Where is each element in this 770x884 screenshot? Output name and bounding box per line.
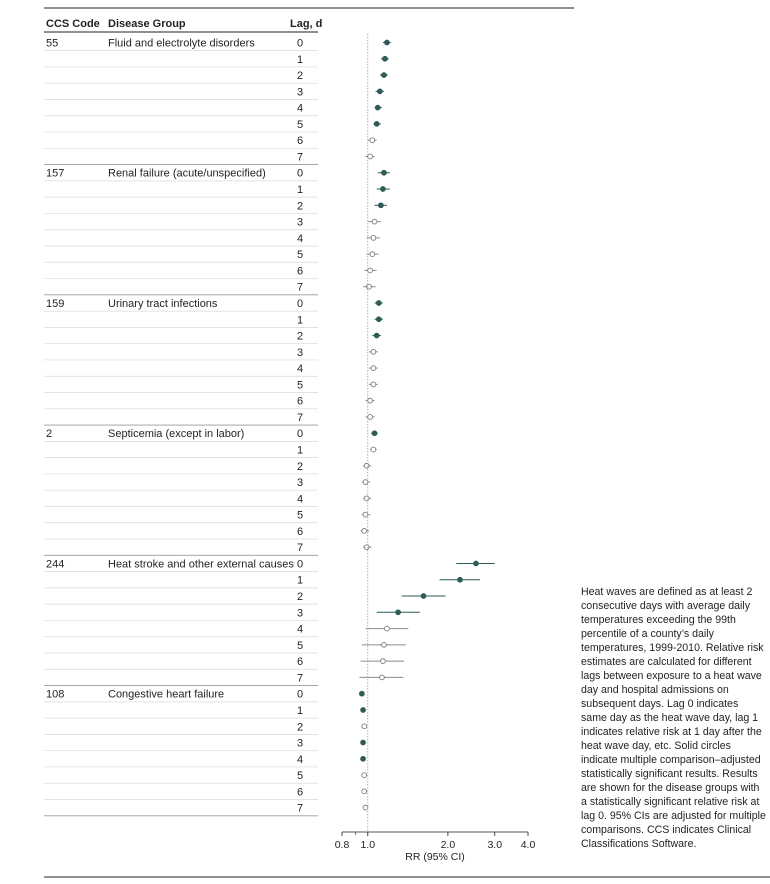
point-estimate-nonsignificant (380, 675, 385, 680)
point-estimate-nonsignificant (362, 789, 367, 794)
point-estimate-significant (361, 740, 366, 745)
ccs-code: 2 (46, 428, 53, 441)
lag-label: 2 (296, 721, 304, 734)
point-estimate-significant (385, 40, 390, 45)
lag-label: 1 (296, 53, 304, 66)
x-axis-label: RR (95% CI) (405, 851, 465, 863)
lag-label: 5 (296, 509, 304, 522)
point-estimate-nonsignificant (364, 545, 369, 550)
point-estimate-nonsignificant (371, 366, 376, 371)
point-estimate-nonsignificant (368, 268, 373, 273)
lag-label: 4 (296, 232, 304, 245)
point-estimate-nonsignificant (368, 154, 373, 159)
point-estimate-nonsignificant (364, 496, 369, 501)
point-estimate-nonsignificant (368, 415, 373, 420)
point-estimate-significant (361, 756, 366, 761)
lag-label: 3 (296, 737, 304, 750)
point-estimate-significant (377, 89, 382, 94)
lag-label: 2 (296, 70, 304, 83)
lag-label: 4 (296, 493, 304, 506)
lag-label: 0 (296, 167, 304, 180)
lag-label: 2 (296, 200, 304, 213)
point-estimate-significant (372, 431, 377, 436)
point-estimate-significant (421, 594, 426, 599)
point-estimate-significant (376, 317, 381, 322)
lag-label: 3 (296, 477, 304, 490)
point-estimate-significant (382, 73, 387, 78)
lag-label: 1 (296, 704, 304, 717)
x-axis (335, 832, 536, 851)
lag-label: 1 (296, 444, 304, 457)
point-estimate-nonsignificant (371, 447, 376, 452)
disease-group-label: Heat stroke and other external causes (108, 558, 294, 571)
x-tick-label: 3.0 (487, 839, 503, 851)
lag-label: 2 (296, 460, 304, 473)
lag-label: 6 (296, 786, 304, 799)
lag-label: 0 (296, 558, 304, 571)
lag-label: 3 (296, 216, 304, 229)
x-tick-label: 4.0 (520, 839, 536, 851)
ccs-code: 157 (46, 167, 65, 180)
lag-label: 5 (296, 379, 304, 392)
lag-label: 3 (296, 86, 304, 99)
point-estimate-nonsignificant (372, 219, 377, 224)
point-estimate-significant (374, 333, 379, 338)
x-tick-label: 0.8 (334, 839, 350, 851)
point-estimate-nonsignificant (370, 138, 375, 143)
header-disease-group: Disease Group (108, 18, 186, 30)
lag-label: 6 (296, 135, 304, 148)
disease-group-label: Fluid and electrolyte disorders (108, 37, 255, 50)
lag-label: 7 (296, 802, 304, 815)
ccs-code: 55 (46, 37, 59, 50)
lag-label: 1 (296, 184, 304, 197)
point-estimate-significant (359, 691, 364, 696)
point-estimate-nonsignificant (362, 724, 367, 729)
ccs-code: 244 (46, 558, 65, 571)
point-estimate-nonsignificant (381, 659, 386, 664)
point-estimate-significant (361, 708, 366, 713)
point-estimate-nonsignificant (370, 252, 375, 257)
plot-area (359, 34, 494, 838)
point-estimate-significant (378, 203, 383, 208)
lag-label: 6 (296, 656, 304, 669)
disease-group-label: Septicemia (except in labor) (108, 428, 245, 441)
point-estimate-nonsignificant (371, 235, 376, 240)
lag-label: 0 (296, 297, 304, 310)
disease-group-label: Urinary tract infections (108, 297, 218, 310)
point-estimate-nonsignificant (385, 626, 390, 631)
point-estimate-nonsignificant (363, 480, 368, 485)
disease-group-label: Congestive heart failure (108, 688, 225, 701)
lag-label: 0 (296, 428, 304, 441)
lag-label: 4 (296, 753, 304, 766)
point-estimate-nonsignificant (363, 805, 368, 810)
lag-label: 6 (296, 525, 304, 538)
lag-label: 1 (296, 314, 304, 327)
header-lag: Lag, d (290, 18, 323, 30)
lag-label: 6 (296, 395, 304, 408)
point-estimate-significant (458, 577, 463, 582)
lag-label: 7 (296, 542, 304, 555)
lag-label: 4 (296, 363, 304, 376)
point-estimate-nonsignificant (371, 349, 376, 354)
figure-caption: Heat waves are defined as at least 2 consecutive days with average daily temperatures exceeding the 99th percentile of a county’s daily temperatures, 1999-2010. Relative risk estimates are calculated for different lags between exposure to a heat wave day and hospital admissions on subsequent days. Lag 0 indicates same day as the heat wave day, lag 1 indicates relative risk at 1 day after the heat wave day, etc. Solid circles indicate multiple comparison–adjusted statistically significant results. Results are shown for the disease groups with a statistically significant relative risk at lag 0. 95% CIs are adjusted for multiple comparisons. CCS indicates Clinical Classifications Software. (581, 586, 766, 850)
lag-label: 1 (296, 574, 304, 587)
point-estimate-nonsignificant (367, 284, 372, 289)
lag-label: 6 (296, 265, 304, 278)
point-estimate-nonsignificant (363, 512, 368, 517)
lag-label: 5 (296, 118, 304, 131)
point-estimate-nonsignificant (368, 398, 373, 403)
lag-label: 7 (296, 151, 304, 164)
lag-label: 2 (296, 330, 304, 343)
lag-label: 2 (296, 591, 304, 604)
point-estimate-significant (396, 610, 401, 615)
ccs-code: 108 (46, 688, 65, 701)
x-tick-label: 2.0 (440, 839, 456, 851)
lag-label: 5 (296, 639, 304, 652)
point-estimate-nonsignificant (364, 463, 369, 468)
header-ccs-code: CCS Code (46, 18, 100, 30)
disease-group-label: Renal failure (acute/unspecified) (108, 167, 266, 180)
lag-label: 0 (296, 37, 304, 50)
point-estimate-nonsignificant (362, 773, 367, 778)
point-estimate-significant (381, 187, 386, 192)
point-estimate-significant (383, 56, 388, 61)
ccs-code: 159 (46, 297, 65, 310)
point-estimate-nonsignificant (371, 382, 376, 387)
lag-label: 4 (296, 102, 304, 115)
point-estimate-significant (374, 122, 379, 127)
point-estimate-significant (474, 561, 479, 566)
point-estimate-significant (376, 301, 381, 306)
lag-label: 5 (296, 770, 304, 783)
lag-label: 7 (296, 281, 304, 294)
point-estimate-nonsignificant (382, 642, 387, 647)
lag-label: 3 (296, 607, 304, 620)
x-tick-label: 1.0 (360, 839, 376, 851)
lag-label: 7 (296, 411, 304, 424)
lag-label: 0 (296, 688, 304, 701)
lag-label: 7 (296, 672, 304, 685)
table-rows (44, 38, 318, 816)
lag-label: 3 (296, 346, 304, 359)
lag-label: 4 (296, 623, 304, 636)
point-estimate-significant (382, 170, 387, 175)
point-estimate-significant (375, 105, 380, 110)
point-estimate-nonsignificant (362, 529, 367, 534)
lag-label: 5 (296, 249, 304, 262)
